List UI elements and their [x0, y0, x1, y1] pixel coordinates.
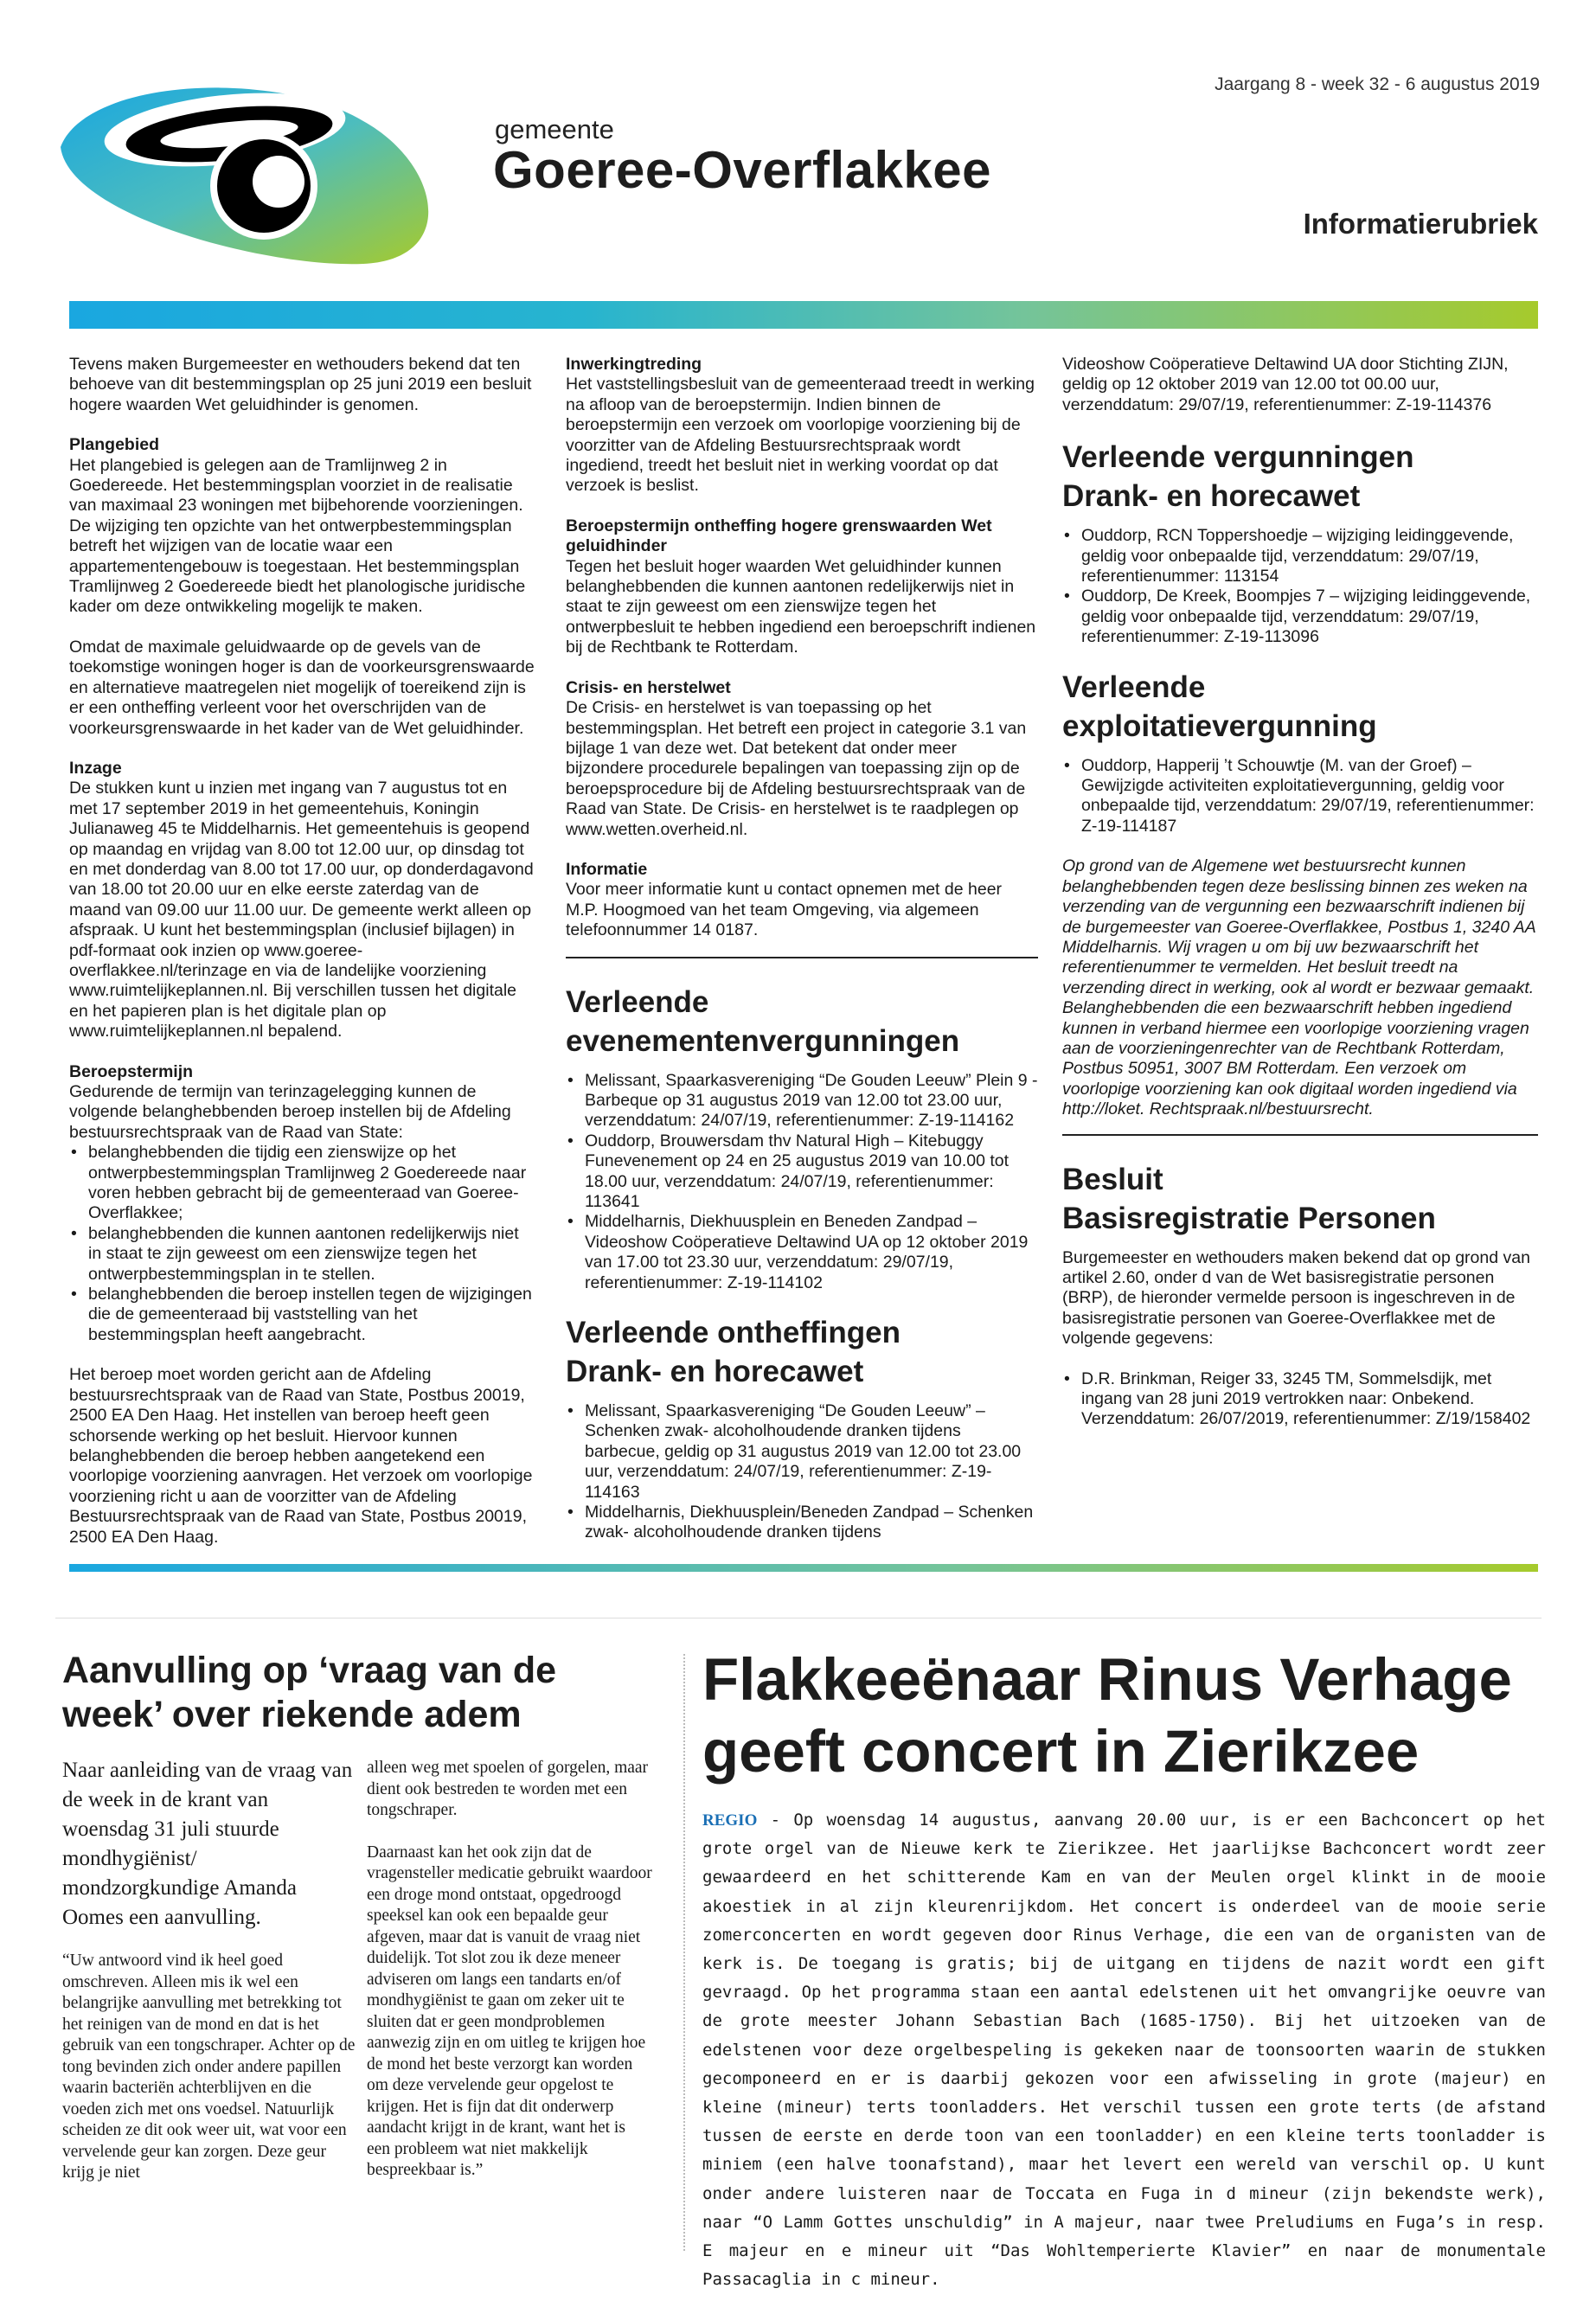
evenementen-heading-line1: Verleende	[566, 984, 709, 1019]
regio-label: REGIO	[702, 1811, 758, 1830]
article2-title: Flakkeeënaar Rinus Verhage geeft concert in Zierikzee	[702, 1646, 1512, 1785]
inzage-text: De stukken kunt u inzien met ingang van 7 augustus tot en met 17 september 2019 in het gemeentehuis, Koningin Julianaweg 45 te Middelharnis. Het gemeentehuis is geopend op maandag en vrijdag van 8.00 tot 12.00 uur, op dinsdag tot en met donderdag van 8.00 tot 17.00 uur, op donderdagavond van 18.00 tot 20.00 uur en elke eerste zaterdag van de maand van 09.00 uur 11.00 uur. De gemeente werkt alleen op afspraak. U kunt het bestemmingsplan (inclusief bijlagen) in pdf-formaat ook inzien op www.goeree-overflakkee.nl/terinzage en via de landelijke voorziening www.ruimtelijkeplannen.nl. Bij verschillen tussen het digitale en het papieren plan is het digitale plan op www.ruimtelijkeplannen.nl bepalend.	[69, 779, 534, 1042]
article1-body-col2	[367, 1758, 652, 2202]
plangebied-heading: Plangebied	[69, 435, 160, 455]
brand-small: gemeente	[495, 114, 614, 144]
ontheffingen-heading-line2: Drank- en horecawet	[566, 1355, 864, 1389]
list-item: • Ouddorp, De Kreek, Boompjes 7 – wijziging leidinggevende, geldig voor onbepaalde tijd, verzenddatum: 29/07/19, referentienummer: Z-19-113096	[1081, 586, 1538, 647]
list-item: • belanghebbenden die beroep instellen tegen de wijzigingen die de gemeenteraad bij vaststelling van het bestemmingsplan heeft aangebracht.	[88, 1285, 535, 1345]
brp-heading-line1: Besluit	[1062, 1162, 1163, 1196]
brp-heading-line2: Basisregistratie Personen	[1062, 1201, 1436, 1235]
ontheffingen-heading	[566, 1313, 1038, 1391]
column-2	[566, 355, 1038, 1563]
inzage-section	[69, 759, 535, 1042]
exploitatie-list	[1062, 756, 1538, 837]
evenementen-list	[566, 1071, 1038, 1293]
column-3	[1062, 355, 1538, 1450]
info-heading: Informatie	[566, 859, 648, 879]
plangebied-section	[69, 435, 535, 618]
list-item: • Melissant, Spaarkasvereniging “De Gouden Leeuw” Plein 9 - Barbeque op 31 augustus 2019 van 12.00 tot 23.00 uur, verzenddatum: 24/07/19, referentienummer: Z-19-114162	[585, 1071, 1038, 1131]
section-rule	[1062, 1134, 1538, 1136]
list-item: • belanghebbenden die tijdig een zienswijze op het ontwerpbestemmingsplan Tramlijnweg 2 Goedereede naar voren hebben gebracht bij de gemeenteraad van Goeree-Overflakkee;	[88, 1143, 535, 1224]
article1-body-col1	[62, 1951, 356, 2205]
article1-lead: Naar aanleiding van de vraag van de week in de krant van woensdag 31 juli stuurde mondhygiënist/ mondzorgkundige Amanda Oomes een aanvulling.	[62, 1759, 353, 1929]
inzage-heading: Inzage	[69, 758, 122, 778]
inwerking-text: Het vaststellingsbesluit van de gemeenteraad treedt in werking na afloop van de beroepstermijn. Indien binnen de beroepstermijn een verzoek om voorlopige voorziening bij de voorzitter van de Afdeling Bestuursrechtspraak wordt ingediend, treedt het besluit niet in werking voordat op dat verzoek is beslist.	[566, 375, 1035, 496]
list-item: • Ouddorp, Happerij ’t Schouwtje (M. van der Groef) – Gewijzigde activiteiten exploitatievergunning, geldig voor onbepaalde tijd, verzenddatum: 29/07/19, referentienummer: Z-19-114187	[1081, 756, 1538, 837]
vergunningen-heading-line2: Drank- en horecawet	[1062, 479, 1361, 514]
vergunningen-heading-line1: Verleende vergunningen	[1062, 440, 1414, 475]
article1-paragraph: Daarnaast kan het ook zijn dat de vragensteller medicatie gebruikt waardoor een droge mond ontstaat, opgedroogd speeksel kan ook een bepaalde geur afgeven, maar dat is vanuit de vraag niet duidelijk. Tot slot zou ik deze meneer adviseren om langs een tandarts en/of mondhygiënist te gaan om zeker uit te sluiten dat er geen mondproblemen aanwezig zijn en om uitleg te krijgen hoe de mond het beste verzorgt kan worden om deze vervelende geur opgelost te krijgen. Het is fijn dat dit onderwerp aandacht krijgt in de krant, want het is een probleem wat niet makkelijk bespreekbaar is.”	[367, 1843, 652, 2179]
info-section	[566, 860, 1038, 941]
ontheffing-text: Tegen het besluit hoger waarden Wet geluidhinder kunnen belanghebbenden die kunnen aantonen redelijkerwijs niet in staat te zijn geweest om een zienswijze tegen het ontwerpbesluit te hebben ingediend een beroepschrift indienen bij de Rechtbank te Rotterdam.	[566, 556, 1036, 657]
list-item: • D.R. Brinkman, Reiger 33, 3245 TM, Sommelsdijk, met ingang van 28 juni 2019 vertrokken naar: Onbekend. Verzenddatum: 26/07/2019, referentienummer: Z/19/158402	[1081, 1369, 1538, 1430]
beroep-section	[69, 1062, 535, 1144]
beroep-heading: Beroepstermijn	[69, 1061, 194, 1081]
vergunningen-heading	[1062, 438, 1538, 516]
inwerking-section	[566, 355, 1038, 497]
issue-line: Jaargang 8 - week 32 - 6 augustus 2019	[1215, 74, 1540, 94]
ontheffing-section	[566, 516, 1038, 658]
list-item: • Melissant, Spaarkasvereniging “De Gouden Leeuw” – Schenken zwak- alcoholhoudende dranken tijdens barbecue, geldig op 31 augustus 2019 van 12.00 tot 23.00 uur, verzenddatum: 24/07/19, referentienummer: Z-19-114163	[585, 1401, 1038, 1503]
crisis-section	[566, 678, 1038, 840]
crisis-text: De Crisis- en herstelwet is van toepassing op het bestemmingsplan. Het betreft een project in categorie 3.1 van bijlage 1 van deze wet. Dat betekent dat onder meer bijzondere procedurele bepalingen van toepassing zijn op de beroepsprocedure bij de Afdeling bestuursrechtspraak van de Raad van State. De Crisis- en herstelwet is te raadplegen op www.wetten.overheid.nl.	[566, 698, 1027, 839]
brp-text: Burgemeester en wethouders maken bekend dat op grond van artikel 2.60, onder d van de Wet basisregistratie personen (BRP), de hieronder vermelde persoon is ingeschreven in de basisregistratie personen van Goeree-Overflakkee met de volgende gegevens:	[1062, 1247, 1530, 1349]
article2-body	[702, 1806, 1546, 2294]
crisis-heading: Crisis- en herstelwet	[566, 677, 731, 697]
ontheffingen-list	[566, 1401, 1038, 1543]
beroep-text-2: Het beroep moet worden gericht aan de Afdeling bestuursrechtspraak van de Raad van State, Postbus 20019, 2500 EA Den Haag. Het instellen van beroep heeft geen schorsende werking op het besluit. Hiervoor kunnen belanghebbenden die beroep hebben aangetekend een voorlopige voorziening aanvragen. Het verzoek om voorlopige voorziening richt u aan de voorzitter van de Afdeling Bestuursrechtspraak van de Raad van State, Postbus 20019, 2500 EA Den Haag.	[69, 1365, 533, 1547]
ontheffing-heading: Beroepstermijn ontheffing hogere grenswaarden Wet geluidhinder	[566, 516, 992, 556]
intro-text: Tevens maken Burgemeester en wethouders bekend dat ten behoeve van dit bestemmingsplan op 25 juni 2019 een besluit hogere waarden Wet geluidhinder is genomen.	[69, 355, 532, 414]
list-item: • Middelharnis, Diekhuusplein/Beneden Zandpad – Schenken zwak- alcoholhoudende dranken tijdens	[585, 1503, 1038, 1543]
plangebied-text: Het plangebied is gelegen aan de Tramlijnweg 2 in Goedereede. Het bestemmingsplan voorziet in de realisatie van maximaal 23 woningen met bijbehorende voorzieningen. De wijziging ten opzichte van het ontwerpbestemmingsplan betreft het wijzigen van de locatie waar een appartementengebouw is toegestaan. Het bestemmingsplan Tramlijnweg 2 Goedereede biedt het planologische juridische kader om deze ontwikkeling mogelijk te maken.	[69, 455, 526, 617]
brp-list	[1062, 1369, 1538, 1430]
beroep-text: Gedurende de termijn van terinzagelegging kunnen de volgende belanghebbenden beroep instellen bij de Afdeling bestuursrechtspraak van de Raad van State:	[69, 1082, 511, 1142]
gradient-divider	[69, 301, 1538, 329]
article-divider	[683, 1654, 685, 2251]
article1-title: Aanvulling op ‘vraag van de week’ over riekende adem	[62, 1650, 557, 1735]
brp-heading	[1062, 1160, 1538, 1238]
list-item: • Ouddorp, RCN Toppershoedje – wijziging leidinggevende, geldig voor onbepaalde tijd, verzenddatum: 29/07/19, referentienummer: 113154	[1081, 526, 1538, 586]
info-text: Voor meer informatie kunt u contact opnemen met de heer M.P. Hoogmoed van het team Omgeving, via algemeen telefoonnummer 14 0187.	[566, 880, 1003, 940]
geluid-text: Omdat de maximale geluidwaarde op de gevels van de toekomstige woningen hoger is dan de voorkeursgrenswaarde en alternatieve maatregelen niet mogelijk of toereikend zijn is er een ontheffing verleent voor het overschrijden van de voorkeursgrenswaarde in het kader van de Wet geluidhinder.	[69, 637, 535, 738]
article1-paragraph: “Uw antwoord vind ik heel goed omschreven. Alleen mis ik wel een belangrijke aanvulling met betrekking tot het reinigen van de mond en dat is het gebruik van een tongschraper. Achter op de tong bevinden zich onder andere papillen waarin bacteriën achterblijven en die voeden zich met ons voedsel. Natuurlijk scheiden ze dit ook weer uit, wat voor een vervelende geur kan zorgen. Deze geur krijg je niet	[62, 1952, 356, 2182]
vergunningen-list	[1062, 526, 1538, 647]
gradient-divider-thin	[69, 1564, 1538, 1572]
section-rule	[566, 957, 1038, 958]
beroep-list	[69, 1143, 535, 1345]
list-item: • belanghebbenden die kunnen aantonen redelijkerwijs niet in staat te zijn geweest om een zienswijze tegen het ontwerpbestemmingsplan in te stellen.	[88, 1224, 535, 1285]
exploitatie-heading	[1062, 668, 1538, 746]
bezwaar-text: Op grond van de Algemene wet bestuursrecht kunnen belanghebbenden tegen deze beslissing binnen zes weken na verzending van de vergunning een bezwaarschrift indienen bij de burgemeester van Goeree-Overflakkee, Postbus 1, 3240 AA Middelharnis. Wij vragen u om bij uw bezwaarschrift het referentienummer te vermelden. Het besluit treedt na verzending direct in werking, ook al wordt er bezwaar gemaakt. Belanghebbenden die een bezwaarschrift hebben ingediend kunnen in verband hiermee een voorlopige voorziening vragen aan de voorzieningenrechter van de Rechtbank Rotterdam, Postbus 50951, 3007 BM Rotterdam. Een verzoek om voorlopige voorziening kan ook digitaal worden ingediend via http://loket. Rechtspraak.nl/bestuursrecht.	[1062, 856, 1536, 1119]
column-1	[69, 355, 535, 1567]
list-item: • Ouddorp, Brouwersdam thv Natural High – Kitebuggy Funevenement op 24 en 25 augustus 2019 van 10.00 tot 18.00 uur, verzenddatum: 24/07/19, referentienummer: 113641	[585, 1131, 1038, 1213]
inwerking-heading: Inwerkingtreding	[566, 355, 702, 374]
article2-text: - Op woensdag 14 augustus, aanvang 20.00 uur, is er een Bachconcert op het grote orgel van de Nieuwe kerk te Zierikzee. Het jaarlijkse Bachconcert wordt zeer gewaardeerd en het schitterende Kam en van der Meulen orgel klinkt in de mooie akoestiek in al zijn kleurenrijkdom. Het concert is onderdeel van de mooie serie zomerconcerten en wordt gegeven door Rinus Verhage, die een van de organisten van de kerk is. De toegang is gratis; bij de uitgang en tijdens de nazit wordt een gift gevraagd. Op het programma staan een aantal edelstenen uit het omvangrijke oeuvre van de grote meester Johann Sebastian Bach (1685-1750). Bij het uitzoeken van de edelstenen voor deze orgelbespeling is gekeken naar de toonsoorten waarin de stukken gecomponeerd en er is daarbij gekozen voor een afwisseling in grote (majeur) en kleine (mineur) terts toonladders. Het verschil tussen een grote terts (de afstand tussen de eerste en derde toon van een toonladder) en een kleine terts toonladder is miniem (een halve toonafstand), maar het levert een wereld van verschil op. U kunt onder andere luisteren naar de Toccata en Fuga in d mineur (zijn bekendste werk), naar “O Lamm Gottes unschuldig” in A majeur, naar twee Preludiums en Fuga’s in resp. E majeur en e mineur uit “Das Wohltemperierte Klavier” en naar de monumentale Passacaglia in c mineur.	[702, 1811, 1546, 2290]
municipality-logo	[52, 69, 484, 277]
ontheffingen-heading-line1: Verleende ontheffingen	[566, 1316, 901, 1350]
brand-name: Goeree-Overflakkee	[493, 141, 992, 199]
exploitatie-heading-line2: exploitatievergunning	[1062, 708, 1377, 743]
article1-paragraph: alleen weg met spoelen of gorgelen, maar dient ook bestreden te worden met een tongschraper.	[367, 1759, 649, 1819]
evenementen-heading	[566, 983, 1038, 1061]
section-label: Informatierubriek	[1303, 208, 1538, 240]
exploitatie-heading-line1: Verleende	[1062, 670, 1206, 704]
list-item: • Middelharnis, Diekhuusplein en Beneden Zandpad – Videoshow Coöperatieve Deltawind UA op 12 oktober 2019 van 17.00 tot 23.30 uur, verzenddatum: 29/07/19, referentienummer: Z-19-114102	[585, 1212, 1038, 1293]
evenementen-heading-line2: evenementenvergunningen	[566, 1023, 960, 1058]
continued-text: Videoshow Coöperatieve Deltawind UA door Stichting ZIJN, geldig op 12 oktober 2019 van 12.00 tot 00.00 uur, verzenddatum: 29/07/19, referentienummer: Z-19-114376	[1062, 355, 1509, 414]
